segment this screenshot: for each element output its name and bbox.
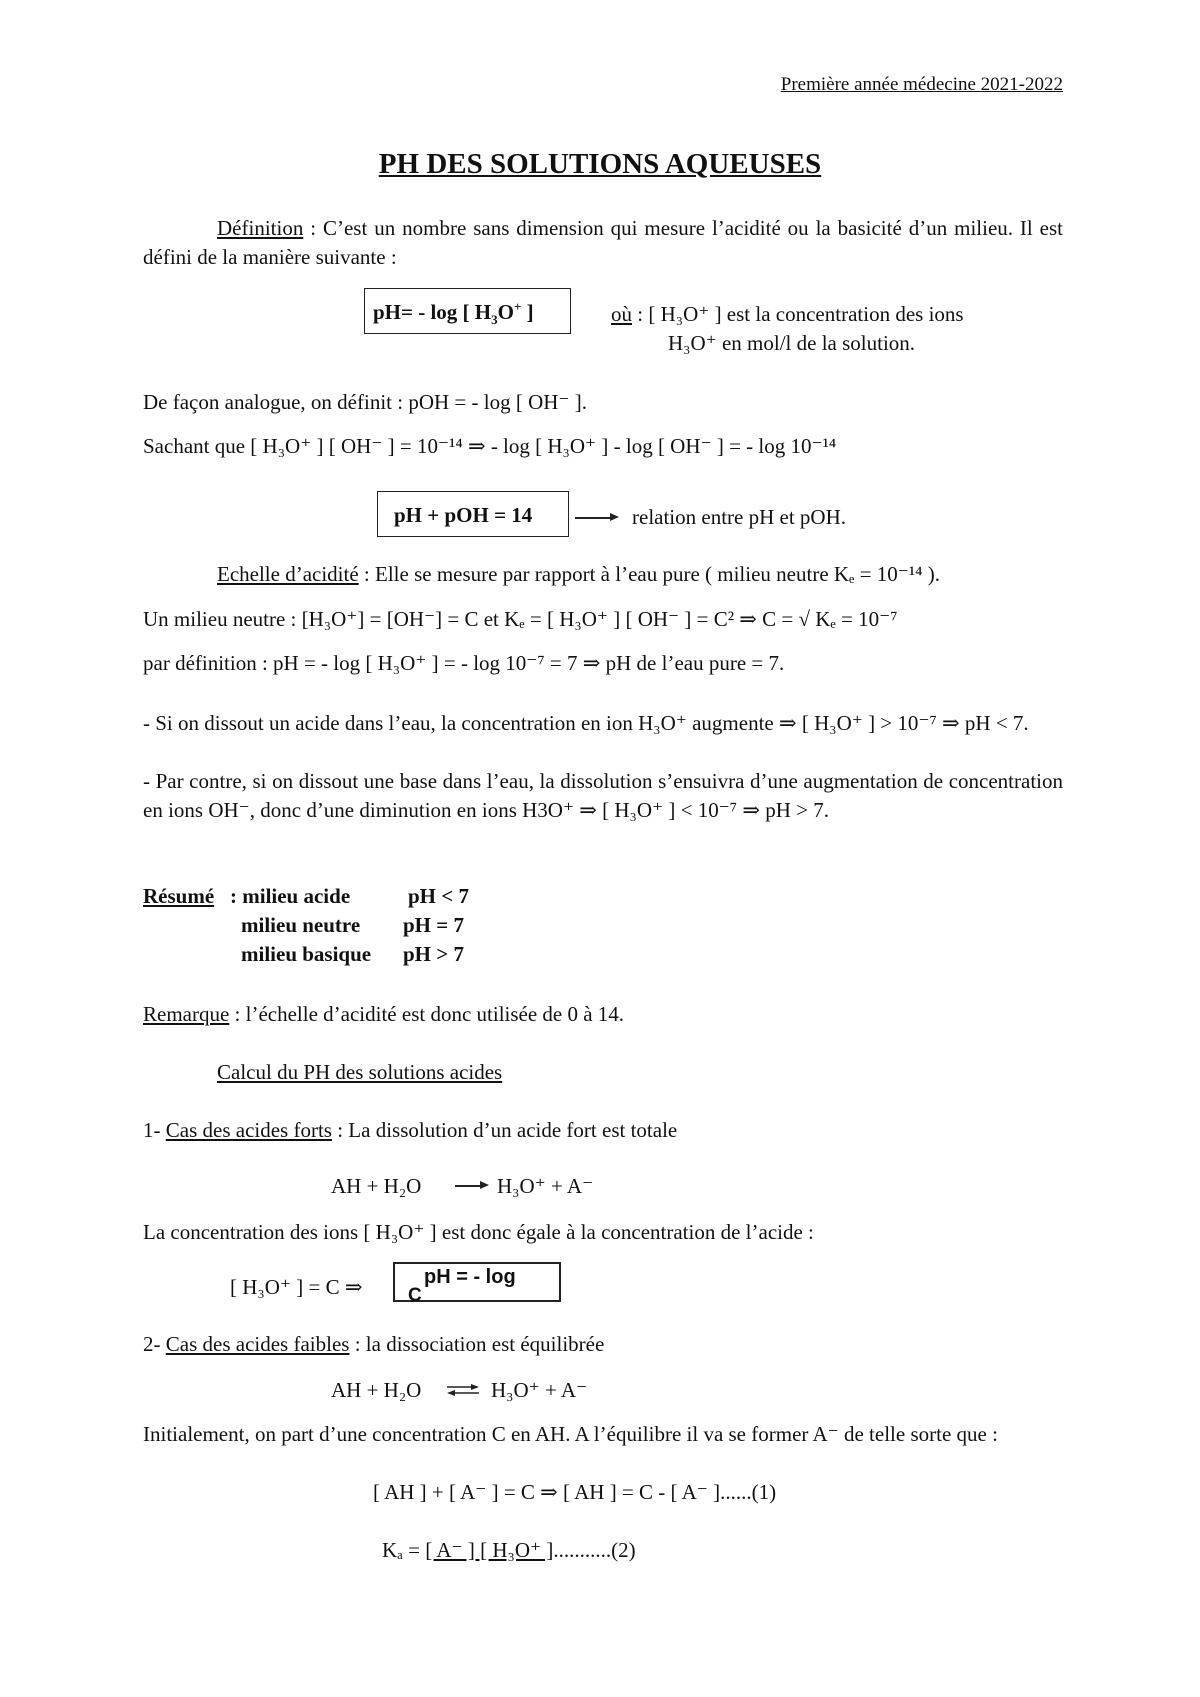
poh-definition: De façon analogue, on définit : pOH = - log [ OH⁻ ]. [143, 390, 587, 414]
calc-heading: Calcul du PH des solutions acides [217, 1060, 503, 1084]
definition-text: : C’est un nombre sans dimension qui mesure l’acidité ou la basicité d’un milieu. Il est défini de la manière suivante : [143, 216, 1063, 269]
ou-note-line2: H₃O⁺ en mol/l de la solution. [668, 331, 916, 355]
equilibrium-arrows-icon [446, 1383, 480, 1397]
strong-acid-arrow [455, 1185, 483, 1187]
resume-basic-ph: pH > 7 [403, 942, 464, 966]
strong-acid-ph-box-c: C [408, 1285, 422, 1306]
weak-acid-eq-left: AH + H₂O [331, 1378, 422, 1402]
remarque-line: Remarque : l’échelle d’acidité est donc utilisée de 0 à 14. [143, 1002, 625, 1026]
strong-acid-eq-right: H₃O⁺ + A⁻ [497, 1174, 594, 1198]
strong-acids-heading: 1- Cas des acides forts : La dissolution d’un acide fort est totale [143, 1118, 678, 1142]
resume-neutral-medium: milieu neutre [241, 913, 361, 937]
weak-acid-init-paragraph: Initialement, on part d’une concentration C en AH. A l’équilibre il va se former A⁻ de telle sorte que : [143, 1422, 998, 1446]
definition-label: Définition [217, 216, 304, 240]
course-header: Première année médecine 2021-2022 [780, 74, 1063, 95]
ou-note-line1: où : [ H₃O⁺ ] est la concentration des ions [611, 302, 964, 326]
strong-acid-c-eq: [ H₃O⁺ ] = C ⇒ [230, 1275, 363, 1299]
strong-acid-arrow-head [480, 1181, 489, 1189]
relation-arrow [575, 517, 613, 519]
strong-acid-eq-left: AH + H₂O [331, 1174, 422, 1198]
base-paragraph: - Par contre, si on dissout une base dans l’eau, la dissolution s’ensuivra d’une augmentation de concentration en ions OH⁻, donc d’une diminution en ions H3O⁺ ⇒ [ H₃O⁺ ] < 10⁻⁷ ⇒ pH > 7. [143, 769, 1063, 822]
resume-acid-medium: : milieu acide [230, 884, 351, 908]
strong-acid-concentration: La concentration des ions [ H₃O⁺ ] est donc égale à la concentration de l’acide : [143, 1220, 814, 1244]
relation-arrow-head [610, 513, 619, 521]
resume-label: Résumé [143, 884, 215, 908]
strong-acid-ph-box-label: pH = - log [424, 1266, 516, 1288]
relation-text: relation entre pH et pOH. [632, 505, 847, 529]
weak-acid-eq-right: H₃O⁺ + A⁻ [491, 1378, 588, 1402]
echelle-line: Echelle d’acidité : Elle se mesure par rapport à l’eau pure ( milieu neutre Kₑ = 10⁻¹⁴ ). [217, 562, 940, 586]
resume-basic-medium: milieu basique [241, 942, 372, 966]
relation-formula: pH + pOH = 14 [394, 503, 533, 527]
weak-acid-eq1: [ AH ] + [ A⁻ ] = C ⇒ [ AH ] = C - [ A⁻ ]......(1) [373, 1480, 777, 1504]
acid-paragraph: - Si on dissout un acide dans l’eau, la concentration en ion H₃O⁺ augmente ⇒ [ H₃O⁺ ] > 10⁻⁷ ⇒ pH < 7. [143, 711, 1029, 735]
ka-expression: Kₐ = [ A⁻ ] [ H₃O⁺ ]...........(2) [382, 1538, 636, 1562]
ph-pure-water-line: par définition : pH = - log [ H₃O⁺ ] = - log 10⁻⁷ = 7 ⇒ pH de l’eau pure = 7. [143, 651, 785, 675]
ph-formula: pH= - log [ $H_3O^+$ ] [373, 299, 534, 328]
definition-paragraph [143, 214, 1063, 272]
resume-acid-ph: pH < 7 [408, 884, 469, 908]
neutral-medium-line: Un milieu neutre : [H₃O⁺] = [OH⁻] = C et Kₑ = [ H₃O⁺ ] [ OH⁻ ] = C² ⇒ C = √ Kₑ = 10⁻⁷ [143, 607, 898, 631]
weak-acids-heading: 2- Cas des acides faibles : la dissociation est équilibrée [143, 1332, 605, 1356]
sachant-line: Sachant que [ H₃O⁺ ] [ OH⁻ ] = 10⁻¹⁴ ⇒ - log [ H₃O⁺ ] - log [ OH⁻ ] = - log 10⁻¹⁴ [143, 434, 837, 458]
resume-neutral-ph: pH = 7 [403, 913, 464, 937]
page-title: PH DES SOLUTIONS AQUEUSES [378, 148, 822, 180]
